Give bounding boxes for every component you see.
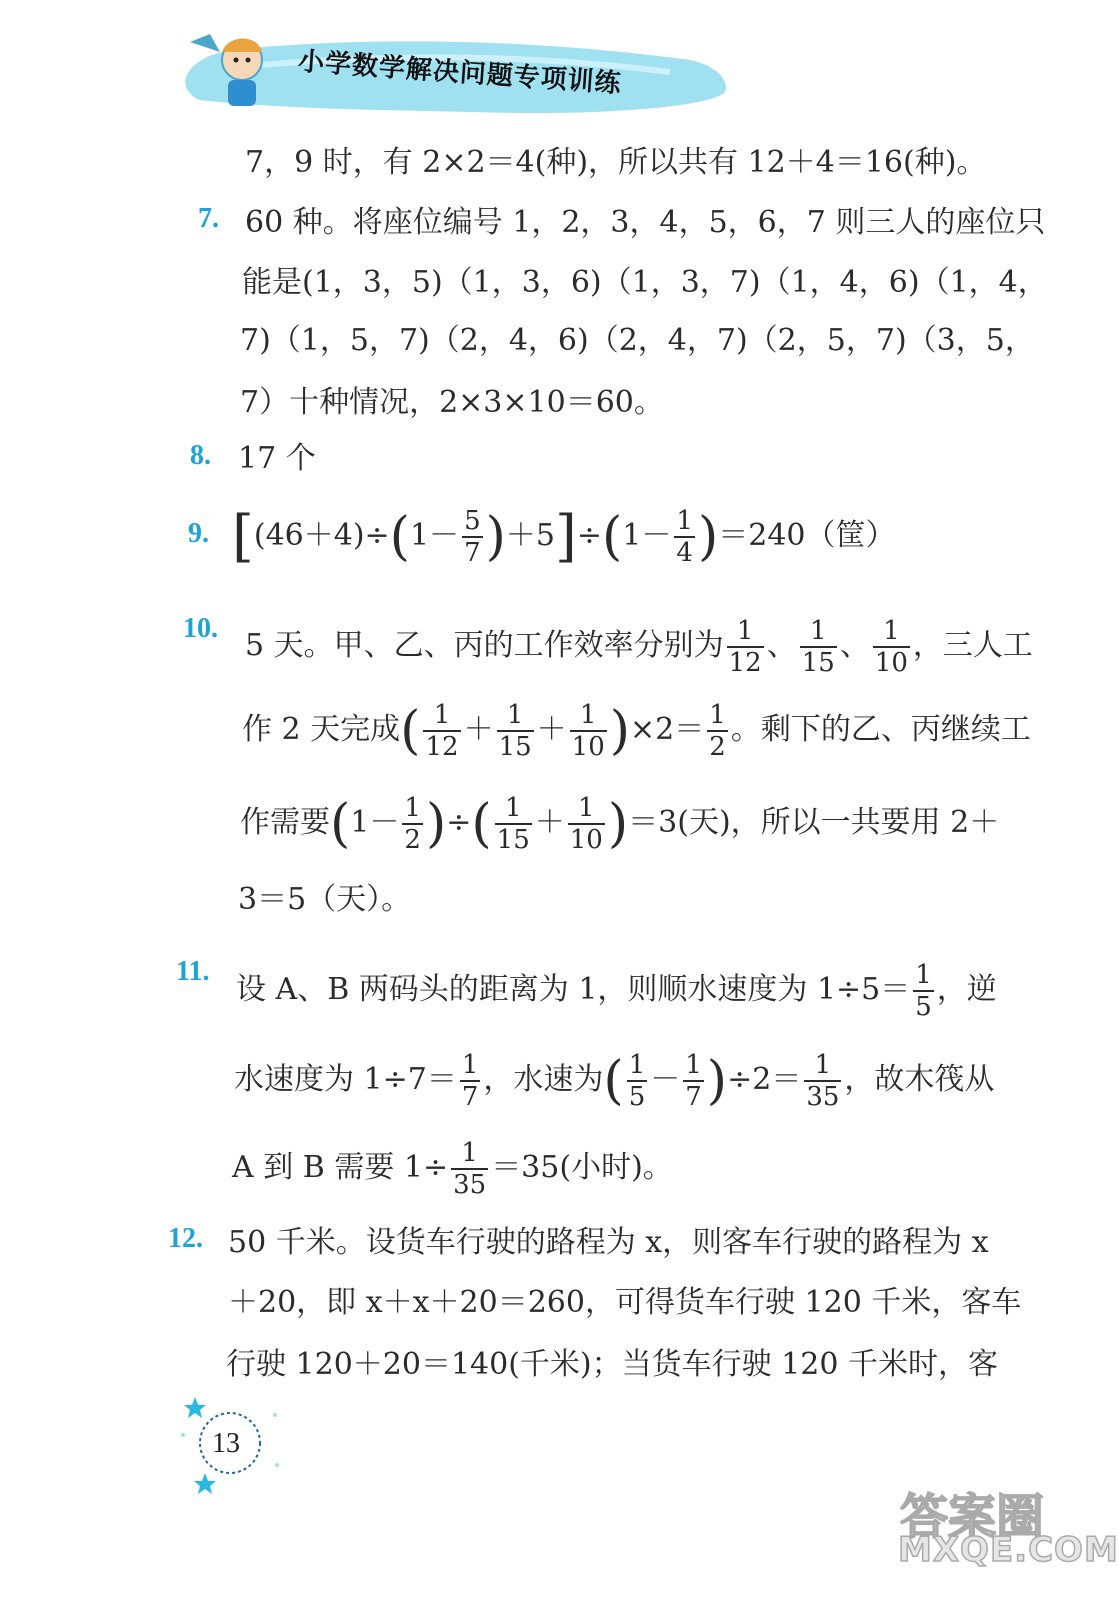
answer-line-10d: 3＝5（天）。 [238,882,412,917]
item-number-11: 11. [176,956,210,987]
answer-line-11c: A 到 B 需要 1÷ $\frac{1}{35}$ ＝35(小时)。 [232,1138,673,1200]
star-icon [194,1473,216,1494]
item-number-7: 7. [198,203,219,234]
fraction: $\frac{1}{15}$ [801,616,835,678]
answer-line-7b: 能是(1，3，5)（1，3，6)（1，3，7)（1，4，6)（1，4， [242,265,1048,300]
fraction: $\frac{1}{2}$ [404,793,421,855]
fraction: $\frac{1}{4}$ [676,506,693,568]
answer-line-9: [(46＋4)÷(1－ $\frac{5}{7}$ )＋5]÷(1－ $\frac{1}{4}$ )＝240（筐） [232,504,896,569]
fraction: $\frac{1}{35}$ [806,1050,840,1112]
fraction: $\frac{1}{12}$ [425,700,459,762]
fraction: $\frac{5}{7}$ [464,506,481,568]
watermark-url: MXQE.COM [898,1530,1119,1570]
star-icon [184,1397,206,1418]
fraction: $\frac{1}{15}$ [498,700,532,762]
right-bracket: ] [555,504,577,569]
item-number-12: 12. [168,1223,203,1254]
fraction: $\frac{1}{5}$ [915,960,932,1022]
item-number-10: 10. [183,613,218,644]
answer-line-7a: 60 种。将座位编号 1，2，3，4，5，6，7 则三人的座位只 [245,205,1046,240]
fraction: $\frac{1}{2}$ [709,700,726,762]
answer-line-11a: 设 A、B 两码头的距离为 1，则顺水速度为 1÷5＝ $\frac{1}{5}$ ，逆 [236,960,997,1022]
answer-line-7c: 7)（1，5，7)（2，4，6)（2，4，7)（2，5，7)（3，5， [240,323,1035,358]
answer-line-12a: 50 千米。设货车行驶的路程为 x，则客车行驶的路程为 x [228,1225,989,1260]
answer-line-7d: 7）十种情况，2×3×10＝60。 [240,385,664,420]
answer-line-12b: ＋20，即 x＋x＋20＝260，可得货车行驶 120 千米，客车 [228,1285,1022,1320]
watermark-logo: 答案圈 [900,1489,1045,1545]
answer-line-12c: 行驶 120＋20＝140(千米)；当货车行驶 120 千米时，客 [226,1347,998,1382]
answer-line-10c: 作需要(1－ $\frac{1}{2}$ )÷( $\frac{1}{15}$ ＋ $\frac{1}{10}$ )＝3(天)，所以一共要用 2＋ [240,793,1000,855]
answer-line-10b: 作 2 天完成( $\frac{1}{12}$ ＋ $\frac{1}{15}$ ＋ $\frac{1}{10}$ )×2＝ $\frac{1}{2}$ 。剩下的乙、丙继续工 [242,700,1031,762]
answer-line-11b: 水速度为 1÷7＝ $\frac{1}{7}$ ，水速为( $\frac{1}{5}$ － $\frac{1}{7}$ )÷2＝ $\frac{1}{35}$ ，故木筏从 [234,1050,995,1112]
page-number: 13 [212,1428,240,1459]
fraction: $\frac{1}{10}$ [569,793,603,855]
item-number-8: 8. [190,440,211,471]
fraction: $\frac{1}{5}$ [628,1050,646,1112]
fraction: $\frac{1}{7}$ [461,1050,479,1112]
header-title: 小学数学解决问题专项训练 [297,46,623,100]
fraction: $\frac{1}{7}$ [685,1050,702,1112]
answer-line-10a: 5 天。甲、乙、丙的工作效率分别为 $\frac{1}{12}$ 、 $\frac{1}{15}$ 、 $\frac{1}{10}$ ，三人工 [245,616,1033,678]
answer-line-8: 17 个 [238,441,316,476]
answer-line-1: 7，9 时，有 2×2＝4(种)，所以共有 12＋4＝16(种)。 [245,145,987,180]
item-number-9: 9. [188,518,209,549]
fraction: $\frac{1}{12}$ [728,616,762,678]
fraction: $\frac{1}{15}$ [496,793,530,855]
left-bracket: [ [232,504,254,569]
fraction: $\frac{1}{10}$ [874,616,908,678]
fraction: $\frac{1}{35}$ [453,1138,487,1200]
fraction: $\frac{1}{10}$ [571,700,605,762]
